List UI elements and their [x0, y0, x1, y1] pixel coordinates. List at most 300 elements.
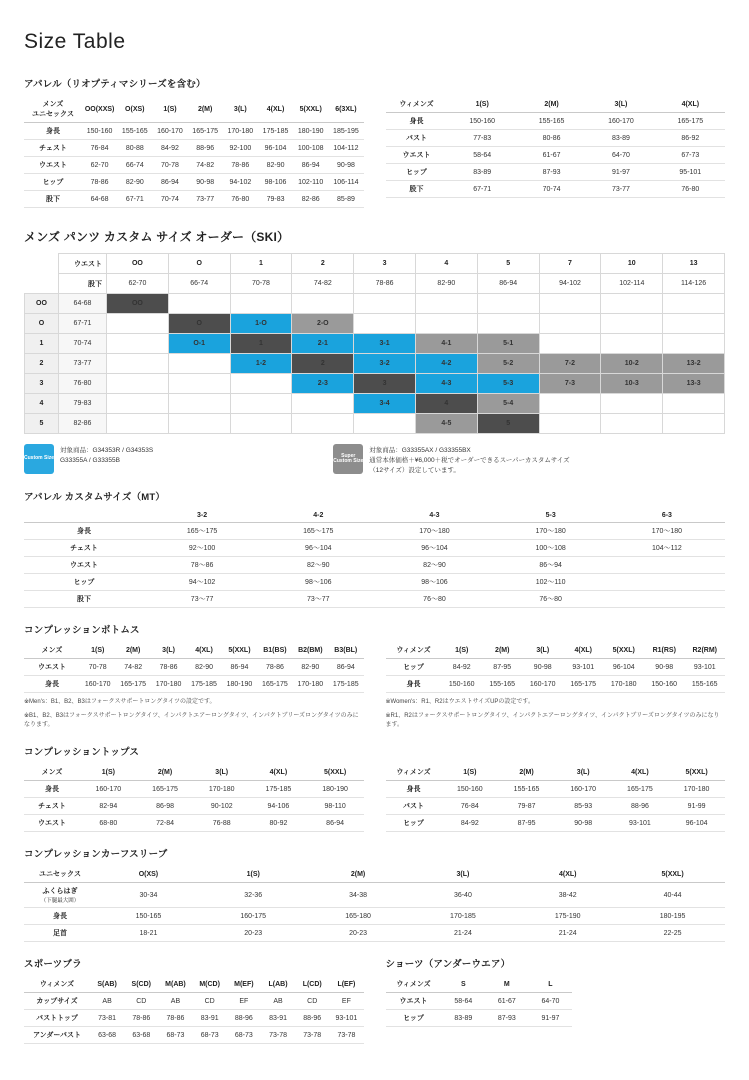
- matrix-cell[interactable]: O-1: [168, 334, 230, 354]
- col-head: O(XS): [117, 96, 152, 123]
- row-size: 3: [25, 374, 59, 394]
- matrix-cell[interactable]: 4-3: [415, 374, 477, 394]
- cell: 87-95: [482, 659, 523, 676]
- cell: 155-165: [685, 676, 726, 693]
- cell: AB: [158, 993, 192, 1010]
- matrix-row: [25, 294, 725, 314]
- cell: 82-90: [117, 174, 152, 191]
- cell: 83-91: [193, 1010, 227, 1027]
- cell: 61-67: [485, 993, 529, 1010]
- cell: 160-175: [201, 908, 306, 925]
- cell: 73-77: [586, 181, 655, 198]
- row-label: 身長: [24, 523, 144, 540]
- matrix-cell[interactable]: 4-1: [415, 334, 477, 354]
- waist-col: 3: [354, 254, 416, 274]
- matrix-cell: [663, 314, 725, 334]
- cell: 185-195: [328, 123, 363, 140]
- table-header-row: [24, 96, 364, 123]
- cell: 76-84: [442, 798, 499, 815]
- cell: [609, 557, 725, 574]
- matrix-cell[interactable]: 10-2: [601, 354, 663, 374]
- col-head: L(CD): [295, 976, 329, 993]
- matrix-cell: [292, 394, 354, 414]
- cell: 165-180: [306, 908, 411, 925]
- cell: 86-94: [307, 815, 364, 832]
- col-head: ウィメンズ: [24, 976, 90, 993]
- cell: 21-24: [515, 925, 620, 942]
- cell: 76-80: [656, 181, 725, 198]
- row-label: 身長: [24, 781, 80, 798]
- matrix-cell: [107, 354, 169, 374]
- matrix-header-inseam: [25, 274, 725, 294]
- matrix-cell: [354, 414, 416, 434]
- table-row: [24, 908, 725, 925]
- cell: 165-175: [656, 113, 725, 130]
- col-head: 2(M): [137, 764, 194, 781]
- legend-line: 対象商品：G33355AX / G33355BX: [369, 447, 471, 454]
- cell: 160-170: [555, 781, 612, 798]
- section-title-shorts: ショーツ（アンダーウエア）: [385, 959, 511, 971]
- cell: 73-81: [90, 1010, 124, 1027]
- cell: 82-86: [293, 191, 328, 208]
- matrix-cell: [663, 334, 725, 354]
- cell: 82-90: [293, 659, 328, 676]
- matrix-cell: [601, 334, 663, 354]
- waist-col: 4: [415, 254, 477, 274]
- cell: 38-42: [515, 883, 620, 908]
- cell: 102-110: [293, 174, 328, 191]
- matrix-cell[interactable]: 13-3: [663, 374, 725, 394]
- col-head: S(CD): [124, 976, 158, 993]
- cell: 155-165: [482, 676, 523, 693]
- apparel-mens-table: [24, 96, 364, 208]
- table-header-row: [24, 976, 364, 993]
- cell: 155-165: [498, 781, 555, 798]
- col-head: 2(M): [482, 642, 523, 659]
- matrix-cell[interactable]: 10-3: [601, 374, 663, 394]
- matrix-cell: [354, 294, 416, 314]
- table-header-row: [24, 642, 364, 659]
- cell: 165〜175: [144, 523, 260, 540]
- cell: 90-98: [188, 174, 223, 191]
- cell: 36-40: [410, 883, 515, 908]
- matrix-row: [25, 414, 725, 434]
- table-header-row: [386, 764, 726, 781]
- cell: 82〜90: [376, 557, 492, 574]
- cell: 78〜86: [144, 557, 260, 574]
- matrix-cell[interactable]: 1-O: [230, 314, 292, 334]
- table-row: [386, 181, 726, 198]
- row-size: 5: [25, 414, 59, 434]
- cell: 70-74: [152, 191, 187, 208]
- cell: CD: [295, 993, 329, 1010]
- cell: 73-78: [295, 1027, 329, 1044]
- cell: 86-94: [293, 157, 328, 174]
- cell: 30-34: [96, 883, 201, 908]
- cell: 83-91: [261, 1010, 295, 1027]
- cell: 90-98: [328, 157, 363, 174]
- cell: 86-94: [328, 659, 363, 676]
- matrix-cell[interactable]: 5-3: [477, 374, 539, 394]
- matrix-cell[interactable]: 4: [415, 394, 477, 414]
- legend-item-custom: [24, 444, 153, 475]
- table-row: [24, 781, 364, 798]
- matrix-row: [25, 334, 725, 354]
- cell: 80-92: [250, 815, 307, 832]
- cell: 165-175: [257, 676, 292, 693]
- matrix-cell[interactable]: 13-2: [663, 354, 725, 374]
- col-head: 5(XXL): [620, 866, 725, 883]
- col-head: 3(L): [555, 764, 612, 781]
- calf-sleeve-table: [24, 866, 725, 942]
- matrix-cell[interactable]: OO: [107, 294, 169, 314]
- row-label: 身長: [386, 676, 442, 693]
- col-head: 4(XL): [612, 764, 669, 781]
- cell: 91-99: [668, 798, 725, 815]
- section-title-apparel-custom: アパレル カスタムサイズ（MT）: [24, 492, 166, 504]
- matrix-cell: [230, 414, 292, 434]
- col-head: 1(S): [442, 642, 483, 659]
- col-head: O(XS): [96, 866, 201, 883]
- cell: 150-160: [442, 781, 499, 798]
- matrix-cell[interactable]: 2-3: [292, 374, 354, 394]
- cell: 96-104: [604, 659, 645, 676]
- cell: 170-180: [223, 123, 258, 140]
- row-size: 2: [25, 354, 59, 374]
- table-row: [24, 883, 725, 908]
- cell: 90-98: [555, 815, 612, 832]
- col-head: 2(M): [306, 866, 411, 883]
- col-head: 6-3: [609, 509, 725, 523]
- matrix-cell: [230, 294, 292, 314]
- matrix-cell: [292, 294, 354, 314]
- cell: 175-190: [515, 908, 620, 925]
- cell: 85-93: [555, 798, 612, 815]
- row-label: 身長: [24, 676, 80, 693]
- table-row: [386, 1010, 573, 1027]
- cell: 70-78: [152, 157, 187, 174]
- row-label: ヒップ: [386, 659, 442, 676]
- cell: 34-38: [306, 883, 411, 908]
- matrix-cell: [168, 374, 230, 394]
- col-head: L: [529, 976, 573, 993]
- cell: 90-98: [523, 659, 564, 676]
- col-head: 4(XL): [563, 642, 604, 659]
- matrix-cell: [663, 294, 725, 314]
- cell: 74-82: [188, 157, 223, 174]
- table-row: [386, 798, 726, 815]
- row-label: ヒップ: [24, 174, 82, 191]
- cell: 170-180: [151, 676, 186, 693]
- cell: 73-78: [329, 1027, 363, 1044]
- matrix-cell: [539, 414, 601, 434]
- col-head: 4(XL): [258, 96, 293, 123]
- cell: 67-73: [656, 147, 725, 164]
- compression-tops-tables: [24, 764, 725, 832]
- matrix-cell[interactable]: 2-1: [292, 334, 354, 354]
- table-row: [24, 591, 725, 608]
- row-label: ウエスト: [386, 147, 448, 164]
- cell: 170〜180: [609, 523, 725, 540]
- matrix-cell: [107, 394, 169, 414]
- col-head: メンズ ユニセックス: [24, 96, 82, 123]
- table-row: [24, 557, 725, 574]
- matrix-cell[interactable]: 4-2: [415, 354, 477, 374]
- cell: 170-180: [193, 781, 250, 798]
- table-row: [386, 130, 726, 147]
- cell: 22-25: [620, 925, 725, 942]
- cell: 180-190: [222, 676, 257, 693]
- cell: 92〜100: [144, 540, 260, 557]
- table-row: [24, 676, 364, 693]
- cell: 98-110: [307, 798, 364, 815]
- cell: 96-104: [668, 815, 725, 832]
- cell: 73-77: [188, 191, 223, 208]
- col-head: R2(RM): [685, 642, 726, 659]
- matrix-cell[interactable]: 3: [354, 374, 416, 394]
- inseam-col: 62-70: [107, 274, 169, 294]
- cell: 87-93: [485, 1010, 529, 1027]
- cell: 160-170: [523, 676, 564, 693]
- cell: 98〜106: [376, 574, 492, 591]
- cell: 68-73: [227, 1027, 261, 1044]
- row-label: バストトップ: [24, 1010, 90, 1027]
- matrix-cell[interactable]: 2: [292, 354, 354, 374]
- cell: 180-195: [620, 908, 725, 925]
- col-head: OO(XXS): [82, 96, 117, 123]
- matrix-cell: [230, 374, 292, 394]
- cell: 175-185: [328, 676, 363, 693]
- cell: 86-94: [222, 659, 257, 676]
- cell: 150-160: [442, 676, 483, 693]
- matrix-cell: [230, 394, 292, 414]
- cell: 61-67: [517, 147, 586, 164]
- inseam-col: 78-86: [354, 274, 416, 294]
- matrix-row: [25, 354, 725, 374]
- table-header-row: [386, 642, 726, 659]
- legend-line: 対象商品：G34353R / G34353S: [60, 447, 154, 454]
- waist-col: 7: [539, 254, 601, 274]
- row-inseam: 79-83: [59, 394, 107, 414]
- bra-shorts-row: [24, 956, 725, 1044]
- matrix-cell: [663, 394, 725, 414]
- matrix-cell[interactable]: O: [168, 314, 230, 334]
- col-head: 4(XL): [656, 96, 725, 113]
- row-label: ヒップ: [386, 164, 448, 181]
- section-title-sports-bra: スポーツブラ: [24, 959, 82, 971]
- waist-label: ウエスト: [59, 254, 107, 274]
- legend-text: [369, 444, 569, 475]
- cell: [609, 591, 725, 608]
- cell: 21-24: [410, 925, 515, 942]
- matrix-cell: [168, 294, 230, 314]
- col-head: ウィメンズ: [386, 96, 448, 113]
- cell: 165-175: [137, 781, 194, 798]
- cell: 86-92: [656, 130, 725, 147]
- table-row: [386, 164, 726, 181]
- row-label: 股下: [24, 591, 144, 608]
- inseam-col: 102-114: [601, 274, 663, 294]
- cell: 58-64: [442, 993, 486, 1010]
- matrix-cell[interactable]: 1-2: [230, 354, 292, 374]
- cell: 92-100: [223, 140, 258, 157]
- matrix-cell[interactable]: 5-4: [477, 394, 539, 414]
- table-row: [24, 659, 364, 676]
- row-size: 1: [25, 334, 59, 354]
- super-custom-size-badge: Super Custom Size: [333, 444, 363, 474]
- table-row: [386, 659, 726, 676]
- col-head: S(AB): [90, 976, 124, 993]
- row-label: アンダーバスト: [24, 1027, 90, 1044]
- cell: 93-101: [329, 1010, 363, 1027]
- matrix-cell[interactable]: 3-1: [354, 334, 416, 354]
- col-head: 4-2: [260, 509, 376, 523]
- cell: 96〜104: [260, 540, 376, 557]
- cell: 78-86: [151, 659, 186, 676]
- row-label: チェスト: [24, 540, 144, 557]
- cell: 76〜80: [493, 591, 609, 608]
- row-label: ウエスト: [24, 659, 80, 676]
- cell: 68-73: [158, 1027, 192, 1044]
- cell: 83-89: [442, 1010, 486, 1027]
- cell: 70-74: [517, 181, 586, 198]
- cell: 160-170: [80, 781, 137, 798]
- matrix-cell[interactable]: 3-4: [354, 394, 416, 414]
- cell: 100〜108: [493, 540, 609, 557]
- compression-bottoms-womens-table: [386, 642, 726, 693]
- cell: 98〜106: [260, 574, 376, 591]
- inseam-col: 86-94: [477, 274, 539, 294]
- cell: 68-73: [193, 1027, 227, 1044]
- col-head: ウィメンズ: [386, 642, 442, 659]
- cell: 83-89: [586, 130, 655, 147]
- waist-col: OO: [107, 254, 169, 274]
- cell: 160-170: [80, 676, 115, 693]
- section-title-compression-tops: コンプレッショントップス: [24, 747, 140, 759]
- cell: CD: [124, 993, 158, 1010]
- matrix-cell[interactable]: 5-2: [477, 354, 539, 374]
- cell: 80-86: [517, 130, 586, 147]
- table-row: [24, 798, 364, 815]
- cell: 77-83: [448, 130, 517, 147]
- section-title-custom-order: メンズ パンツ カスタム サイズ オーダー（SKI）: [24, 230, 290, 244]
- matrix-cell[interactable]: 4-5: [415, 414, 477, 434]
- cell: AB: [261, 993, 295, 1010]
- col-head: 1(S): [448, 96, 517, 113]
- waist-col: 5: [477, 254, 539, 274]
- col-head: ウィメンズ: [386, 764, 442, 781]
- cell: 102〜110: [493, 574, 609, 591]
- col-head: M(AB): [158, 976, 192, 993]
- cell: 84-92: [152, 140, 187, 157]
- cell: 86-98: [137, 798, 194, 815]
- compression-bottoms-mens-table: [24, 642, 364, 693]
- cell: 70-78: [80, 659, 115, 676]
- matrix-cell[interactable]: 5: [477, 414, 539, 434]
- matrix-cell[interactable]: 3-2: [354, 354, 416, 374]
- cell: 32-36: [201, 883, 306, 908]
- matrix-cell: [601, 294, 663, 314]
- cell: 67-71: [117, 191, 152, 208]
- row-label: [24, 883, 96, 908]
- row-inseam: 67-71: [59, 314, 107, 334]
- col-head: 3(L): [410, 866, 515, 883]
- inseam-col: 74-82: [292, 274, 354, 294]
- inseam-label: 股下: [59, 274, 107, 294]
- col-head: メンズ: [24, 642, 80, 659]
- cell: 98-106: [258, 174, 293, 191]
- col-head: 6(3XL): [328, 96, 363, 123]
- table-header-row: [24, 866, 725, 883]
- cell: 78-86: [124, 1010, 158, 1027]
- cell: 160-170: [152, 123, 187, 140]
- cell: 104-112: [328, 140, 363, 157]
- col-head: M(EF): [227, 976, 261, 993]
- cell: 175-185: [186, 676, 221, 693]
- col-head: 4(XL): [515, 866, 620, 883]
- col-head: 2(M): [517, 96, 586, 113]
- col-head: 1(S): [201, 866, 306, 883]
- apparel-custom-table: [24, 509, 725, 608]
- cell: EF: [329, 993, 363, 1010]
- matrix-cell[interactable]: 7-3: [539, 374, 601, 394]
- matrix-cell[interactable]: 2-O: [292, 314, 354, 334]
- cell: 93-101: [685, 659, 726, 676]
- row-label: チェスト: [24, 798, 80, 815]
- cell: 170〜180: [376, 523, 492, 540]
- col-head: M: [485, 976, 529, 993]
- waist-col: 1: [230, 254, 292, 274]
- col-head: L(EF): [329, 976, 363, 993]
- matrix-cell: [354, 314, 416, 334]
- cell: 175-185: [250, 781, 307, 798]
- cell: [609, 574, 725, 591]
- cell: 170-180: [668, 781, 725, 798]
- cell: 100-108: [293, 140, 328, 157]
- cell: 180-190: [307, 781, 364, 798]
- cell: 170-180: [604, 676, 645, 693]
- col-head: 3(L): [223, 96, 258, 123]
- cell: 88-96: [612, 798, 669, 815]
- matrix-cell[interactable]: 5-1: [477, 334, 539, 354]
- cell: 165-175: [563, 676, 604, 693]
- matrix-cell: [601, 314, 663, 334]
- cell: 83-89: [448, 164, 517, 181]
- col-head: 1(S): [80, 764, 137, 781]
- table-row: [24, 140, 364, 157]
- matrix-cell[interactable]: 7-2: [539, 354, 601, 374]
- row-label-line2: （下腿最大囲）: [40, 898, 80, 905]
- table-row: [24, 1027, 364, 1044]
- matrix-cell[interactable]: 1: [230, 334, 292, 354]
- row-label: 身長: [24, 123, 82, 140]
- table-row: [386, 781, 726, 798]
- cell: 78-86: [223, 157, 258, 174]
- col-head: メンズ: [24, 764, 80, 781]
- col-head: 2(M): [498, 764, 555, 781]
- table-header-row: [24, 509, 725, 523]
- cell: 72-84: [137, 815, 194, 832]
- row-label: 股下: [24, 191, 82, 208]
- cell: 64-70: [529, 993, 573, 1010]
- matrix-row: [25, 394, 725, 414]
- cell: 88-96: [188, 140, 223, 157]
- table-row: [24, 523, 725, 540]
- table-row: [386, 147, 726, 164]
- cell: 90-102: [193, 798, 250, 815]
- note-mens-1: ※Men's：B1、B2、B3はフォークスサポートロングタイツの設定です。: [24, 699, 216, 706]
- cell: 63-68: [124, 1027, 158, 1044]
